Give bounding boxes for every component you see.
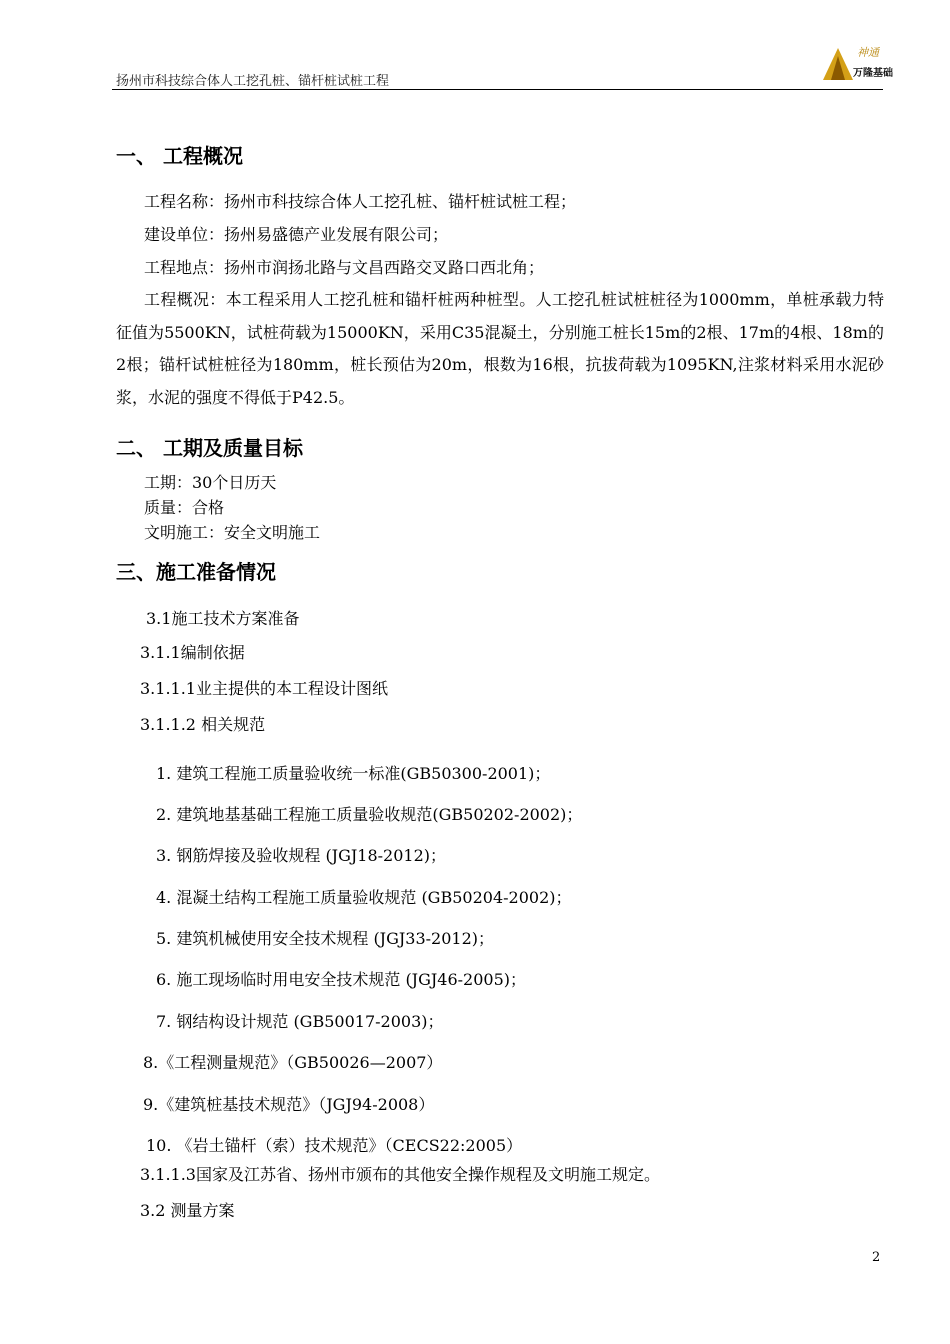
page-number: 2 — [872, 1250, 881, 1265]
project-name: 工程名称：扬州市科技综合体人工挖孔桩、锚杆桩试桩工程； — [144, 192, 577, 211]
norm-item-5: 5. 建筑机械使用安全技术规程 (JGJ33-2012)； — [156, 929, 495, 948]
logo-mountain-icon — [823, 48, 853, 80]
subsection-3-1-1: 3.1.1编制依据 — [140, 643, 245, 662]
section2-heading: 二、 工期及质量目标 — [116, 436, 303, 460]
subsection-3-2: 3.2 测量方案 — [140, 1201, 235, 1220]
norm-item-10: 10. 《岩土锚杆（索）技术规范》（CECS22:2005） — [146, 1136, 523, 1155]
norm-item-4: 4. 混凝土结构工程施工质量验收规范 (GB50204-2002)； — [156, 888, 572, 907]
norm-item-1: 1. 建筑工程施工质量验收统一标准(GB50300-2001)； — [156, 764, 551, 783]
section3-heading: 三、施工准备情况 — [116, 560, 276, 584]
company-logo — [823, 44, 893, 84]
section1-heading: 一、 工程概况 — [116, 144, 243, 168]
subsection-3-1-1-3: 3.1.1.3国家及江苏省、扬州市颁布的其他安全操作规程及文明施工规定。 — [140, 1165, 660, 1184]
logo-bottom-text: 万隆基础 — [853, 68, 893, 79]
norm-item-2: 2. 建筑地基基础工程施工质量验收规范(GB50202-2002)； — [156, 805, 583, 824]
logo-top-text: 神通 — [857, 46, 879, 59]
norm-item-6: 6. 施工现场临时用电安全技术规范 (JGJ46-2005)； — [156, 970, 527, 989]
norm-item-8: 8.《工程测量规范》（GB50026—2007） — [143, 1053, 443, 1072]
header-rule — [112, 89, 883, 90]
civilized-construction-item: 文明施工：安全文明施工 — [144, 523, 321, 542]
project-overview: 工程概况：本工程采用人工挖孔桩和锚杆桩两种桩型。人工挖孔桩试桩桩径为1000mm，单桩承载力特征值为5500KN，试桩荷载为15000KN，采用C35混凝土，分别施工桩长15m的2根、17m的4根、18m的2根；锚杆试桩桩径为180mm，桩长预估为20m，根数为16根，抗拔荷载为1095KN,注浆材料采用水泥砂浆，水泥的强度不得低于P42.5。 — [116, 290, 884, 407]
subsection-3-1-1-2: 3.1.1.2 相关规范 — [140, 715, 266, 734]
subsection-3-1: 3.1施工技术方案准备 — [146, 609, 300, 628]
schedule-item: 工期：30个日历天 — [144, 473, 277, 492]
construction-unit: 建设单位：扬州易盛德产业发展有限公司； — [144, 225, 449, 244]
norm-item-3: 3. 钢筋焊接及验收规程 (JGJ18-2012)； — [156, 846, 447, 865]
quality-item: 质量：合格 — [144, 498, 225, 517]
subsection-3-1-1-1: 3.1.1.1业主提供的本工程设计图纸 — [140, 679, 388, 698]
norm-item-7: 7. 钢结构设计规范 (GB50017-2003)； — [156, 1012, 444, 1031]
header-title: 扬州市科技综合体人工挖孔桩、锚杆桩试桩工程 — [116, 74, 390, 89]
norm-item-9: 9.《建筑桩基技术规范》（JGJ94-2008） — [143, 1095, 435, 1114]
project-location: 工程地点：扬州市润扬北路与文昌西路交叉路口西北角； — [144, 258, 545, 277]
